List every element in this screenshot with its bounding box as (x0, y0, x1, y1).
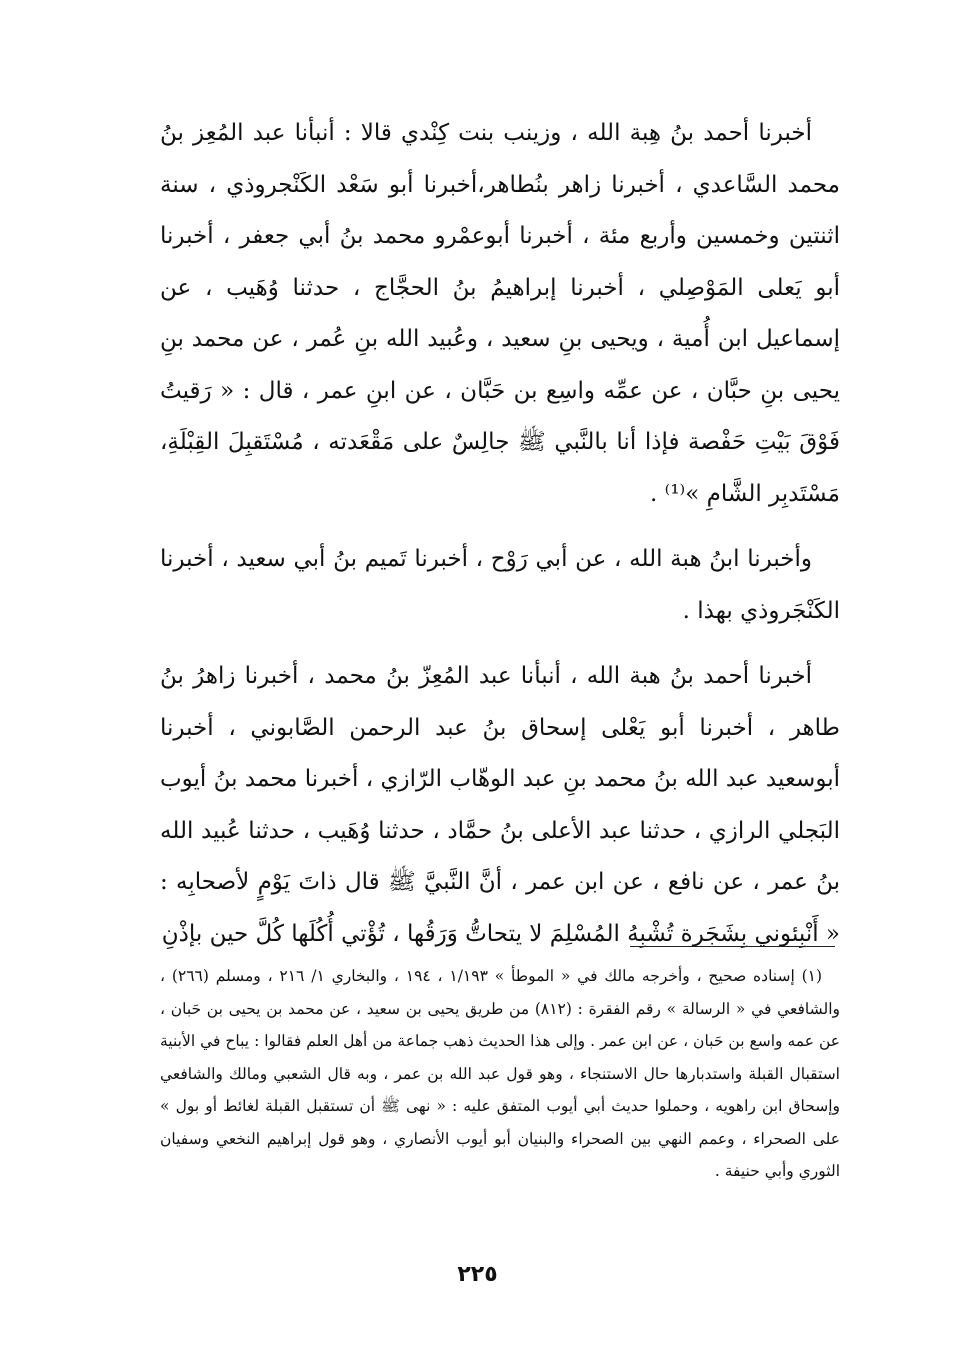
paragraph-2: وأخبرنا ابنُ هبة الله ، عن أبي رَوْح ، أخبرنا تَميم بنُ أبي سعيد ، أخبرنا الكَنْجَروذي بهذا . (160, 546, 840, 624)
footnote-1: (١) إسناده صحيح ، وأخرجه مالك في « الموطأ » ١/١٩٣ ، ١٩٤ ، والبخاري ١/ ٢١٦ ، ومسلم (٢٦٦) ، والشافعي في « الرسالة » رقم الفقرة : (٨١٢) من طريق يحيى بن سعيد ، عن محمد بن يحيى بن حَبان ، عن عمه واسع بن حَبان ، عن ابن عمر . وإلى هذا الحديث ذهب جماعة من أهل العلم فقالوا : يباح في الأبنية استقبال القبلة واستدبارها حال الاستنجاء ، وهو قول عبد الله بن عمر ، وبه قال الشعبي ومالك والشافعي وإسحاق ابن راهويه ، وحملوا حديث أبي أيوب المتفق عليه : « نهى ﷺ أن تستقبل القبلة لغائط أو بول » على الصحراء ، وعمم النهي بين الصحراء والبنيان أبو أيوب الأنصاري ، وهو قول إبراهيم النخعي وسفيان الثوري وأبي حنيفة . (160, 967, 840, 1180)
page-number: ٢٢٥ (457, 1262, 498, 1287)
main-text-body (160, 108, 840, 974)
footnotes-section (160, 960, 840, 1188)
paragraph-1: أخبرنا أحمد بنُ هِبة الله ، وزينب بنت كِنْدي قالا : أنبأنا عبد المُعِز بنُ محمد السَّاعدي ، أخبرنا زاهر بنُطاهر،أخبرنا أبو سَعْد الكَنْجروذي ، سنة اثنتين وخمسين وأربع مئة ، أخبرنا أبوعمْرو محمد بنُ أبي جعفر ، أخبرنا أبو يَعلى المَوْصِلي ، أخبرنا إبراهيمُ بنُ الحجَّاج ، حدثنا وُهَيب ، عن إسماعيل ابن أُمية ، ويحيى بنِ سعيد ، وعُبيد الله بنِ عُمر ، عن محمد بنِ يحيى بنِ حبَّان ، عن عمِّه واسِع بن حَبَّان ، عن ابنِ عمر ، قال : « رَقيتُ فَوْقَ بَيْتِ حَفْصة فإذا أنا بالنَّبي ﷺ جالِسٌ على مَقْعَدته ، مُسْتَقبِلَ القِبْلَةِ، مَسْتَدبِر الشَّامِ »⁽¹⁾ . (160, 120, 840, 507)
paragraph-3: أخبرنا أحمد بنُ هبة الله ، أنبأنا عبد المُعِزّ بنُ محمد ، أخبرنا زاهرُ بنُ طاهر ، أخبرنا أبو يَعْلى إسحاق بنُ عبد الرحمن الصَّابوني ، أخبرنا أبوسعيد عبد الله بنُ محمد بنِ عبد الوهّاب الرّازي ، أخبرنا محمد بنُ أيوب البَجلي الرازي ، حدثنا عبد الأعلى بنُ حمَّاد ، حدثنا وُهَيب ، حدثنا عُبيد الله بنُ عمر ، عن نافع ، عن ابن عمر ، أنَّ النَّبيَّ ﷺ قال ذاتَ يَوْمٍ لأصحابِه : « أَنْبِئوني بِشَجَرة تُشْبِهُ المُسْلِمَ لا يتحاتُّ وَرَقُها ، تُؤْتي أُكُلَها كُلَّ حين بإذْنِ (160, 663, 840, 947)
footnote-separator (630, 946, 835, 947)
